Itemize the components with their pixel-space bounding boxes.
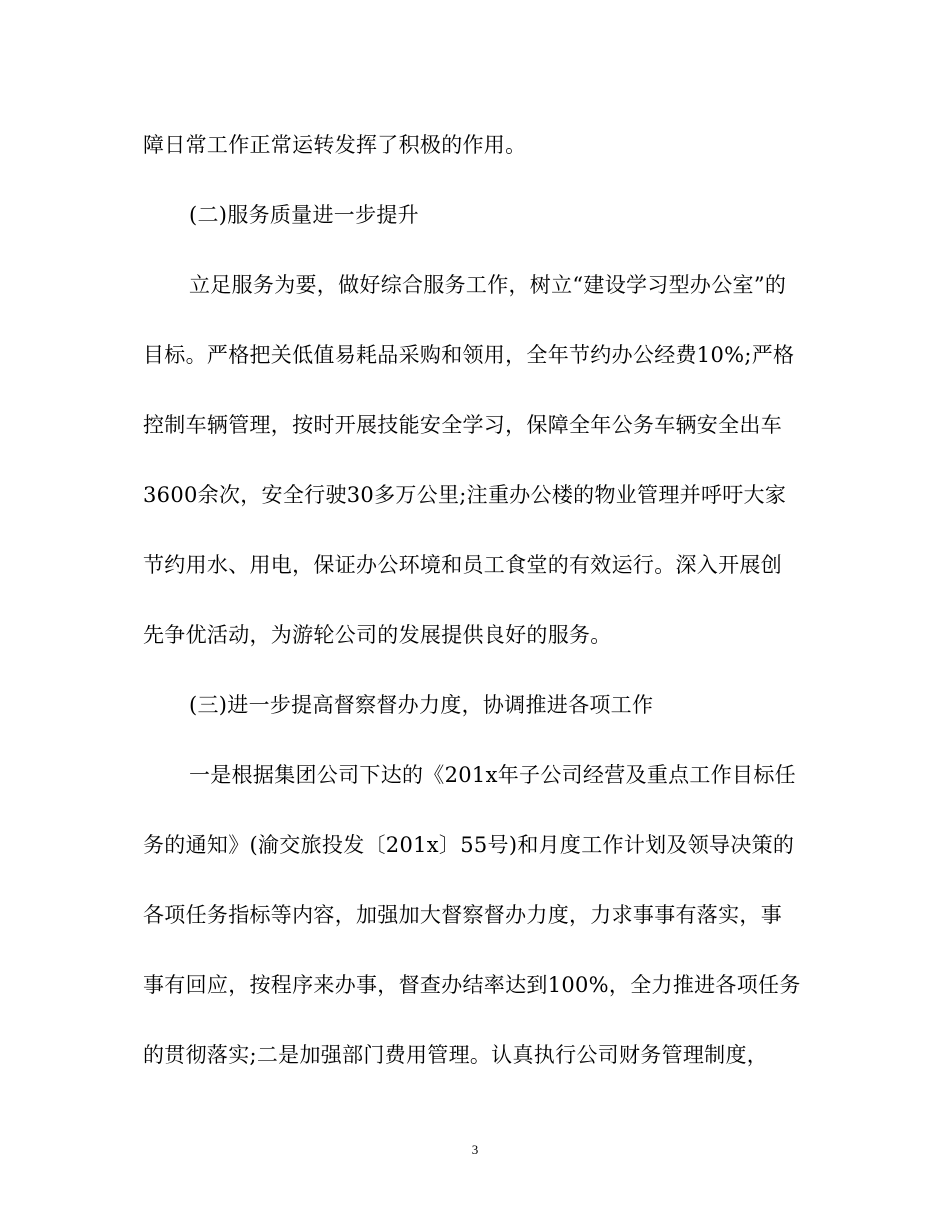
text-line: 的贯彻落实;二是加强部门费用管理。认真执行公司财务管理制度， bbox=[143, 1043, 769, 1067]
text-line: 3600余次，安全行驶30多万公里;注重办公楼的物业管理并呼吁大家 bbox=[143, 483, 787, 507]
page-number: 3 bbox=[471, 1142, 479, 1157]
text-line: 目标。严格把关低值易耗品采购和领用，全年节约办公经费10%;严格 bbox=[143, 343, 795, 367]
text-line: 障日常工作正常运转发挥了积极的作用。 bbox=[143, 133, 527, 157]
text-line: 务的通知》(渝交旅投发〔201x〕55号)和月度工作计划及领导决策的 bbox=[143, 833, 795, 857]
text-line: 先争优活动，为游轮公司的发展提供良好的服务。 bbox=[143, 623, 612, 647]
paragraph-start: 立足服务为要，做好综合服务工作，树立“建设学习型办公室”的 bbox=[189, 273, 787, 297]
section-heading: (三)进一步提高督察督办力度，协调推进各项工作 bbox=[189, 693, 654, 717]
paragraph-start: 一是根据集团公司下达的《201x年子公司经营及重点工作目标任 bbox=[189, 763, 796, 787]
text-line: 节约用水、用电，保证办公环境和员工食堂的有效运行。深入开展创 bbox=[143, 553, 782, 577]
text-line: 控制车辆管理，按时开展技能安全学习，保障全年公务车辆安全出车 bbox=[143, 413, 782, 437]
text-line: 各项任务指标等内容，加强加大督察督办力度，力求事事有落实，事 bbox=[143, 903, 782, 927]
section-heading: (二)服务质量进一步提升 bbox=[189, 203, 419, 227]
text-line: 事有回应，按程序来办事，督查办结率达到100%，全力推进各项任务 bbox=[143, 973, 801, 997]
